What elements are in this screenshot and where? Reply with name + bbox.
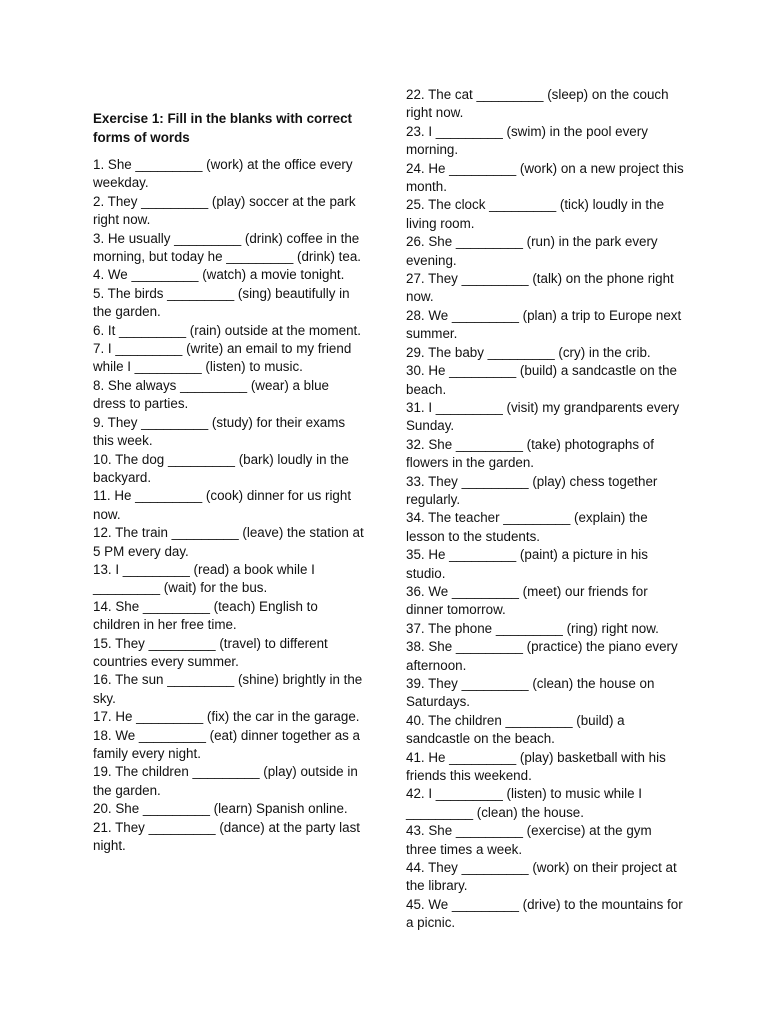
exercise-item: 28. We _________ (plan) a trip to Europe next summer. (406, 307, 682, 342)
exercise-item: 26. She _________ (run) in the park every evening. (406, 234, 658, 268)
exercise-item: 22. The cat _________ (sleep) on the couch right now. (406, 87, 669, 121)
exercise-item: 11. He _________ (cook) dinner for us right now. (93, 488, 352, 522)
exercise-item: 8. She always _________ (wear) a blue dress to parties. (93, 377, 329, 412)
exercise-item: 37. The phone _________ (ring) right now. (406, 620, 659, 636)
exercise-item: 5. The birds _________ (sing) beautifully in the garden. (93, 285, 350, 320)
exercise-item: 45. We _________ (drive) to the mountains for a picnic. (406, 896, 683, 931)
exercise-item: 40. The children _________ (build) a sandcastle on the beach. (406, 712, 625, 747)
exercise-item: 44. They _________ (work) on their project at the library. (406, 860, 677, 894)
exercise-list-left (93, 156, 365, 855)
exercise-item: 30. He _________ (build) a sandcastle on the beach. (406, 363, 677, 397)
exercise-item: 17. He _________ (fix) the car in the garage. (93, 709, 360, 725)
exercise-item: 42. I _________ (listen) to music while I _________ (clean) the house. (406, 786, 642, 820)
exercise-item: 6. It _________ (rain) outside at the moment. (93, 322, 361, 338)
exercise-item: 19. The children _________ (play) outside in the garden. (93, 764, 358, 798)
exercise-item: 27. They _________ (talk) on the phone right now. (406, 271, 674, 305)
exercise-item: 18. We _________ (eat) dinner together as a family every night. (93, 727, 361, 761)
exercise-item: 21. They _________ (dance) at the party last night. (93, 819, 361, 854)
exercise-item: 32. She _________ (take) photographs of flowers in the garden. (406, 436, 654, 471)
exercise-item: 7. I _________ (write) an email to my friend while I _________ (listen) to music. (93, 341, 352, 375)
exercise-item: 43. She _________ (exercise) at the gym three times a week. (406, 823, 652, 857)
exercise-item: 35. He _________ (paint) a picture in his studio. (406, 547, 648, 581)
exercise-item: 14. She _________ (teach) English to children in her free time. (93, 598, 318, 633)
exercise-item: 25. The clock _________ (tick) loudly in the living room. (406, 197, 665, 231)
exercise-item: 10. The dog _________ (bark) loudly in the backyard. (93, 451, 349, 485)
exercise-item: 34. The teacher _________ (explain) the lesson to the students. (406, 510, 648, 544)
exercise-item: 41. He _________ (play) basketball with his friends this weekend. (406, 749, 666, 784)
exercise-item: 33. They _________ (play) chess together regularly. (406, 473, 658, 507)
exercise-item: 24. He _________ (work) on a new project this month. (406, 160, 684, 195)
exercise-list-right (406, 86, 684, 933)
exercise-item: 15. They _________ (travel) to different countries every summer. (93, 635, 328, 669)
exercise-item: 39. They _________ (clean) the house on Saturdays. (406, 676, 655, 710)
exercise-item: 29. The baby _________ (cry) in the crib. (406, 344, 651, 360)
exercise-title: Exercise 1: Fill in the blanks with correct forms of words (93, 111, 352, 145)
exercise-item: 23. I _________ (swim) in the pool every morning. (406, 123, 648, 158)
exercise-item: 12. The train _________ (leave) the station at 5 PM every day. (93, 525, 364, 559)
right-column (406, 86, 684, 933)
left-column (93, 109, 365, 855)
exercise-item: 9. They _________ (study) for their exams this week. (93, 414, 346, 449)
exercise-item: 16. The sun _________ (shine) brightly in the sky. (93, 672, 363, 706)
exercise-item: 13. I _________ (read) a book while I _________ (wait) for the bus. (93, 561, 315, 596)
exercise-item: 2. They _________ (play) soccer at the park right now. (93, 193, 356, 228)
exercise-item: 36. We _________ (meet) our friends for dinner tomorrow. (406, 583, 648, 618)
exercise-item: 3. He usually _________ (drink) coffee in the morning, but today he _________ (drink) tea. (93, 230, 361, 265)
exercise-item: 38. She _________ (practice) the piano every afternoon. (406, 639, 678, 673)
exercise-item: 20. She _________ (learn) Spanish online. (93, 801, 348, 817)
exercise-item: 31. I _________ (visit) my grandparents every Sunday. (406, 399, 680, 434)
exercise-item: 1. She _________ (work) at the office every weekday. (93, 157, 353, 191)
exercise-item: 4. We _________ (watch) a movie tonight. (93, 267, 345, 283)
